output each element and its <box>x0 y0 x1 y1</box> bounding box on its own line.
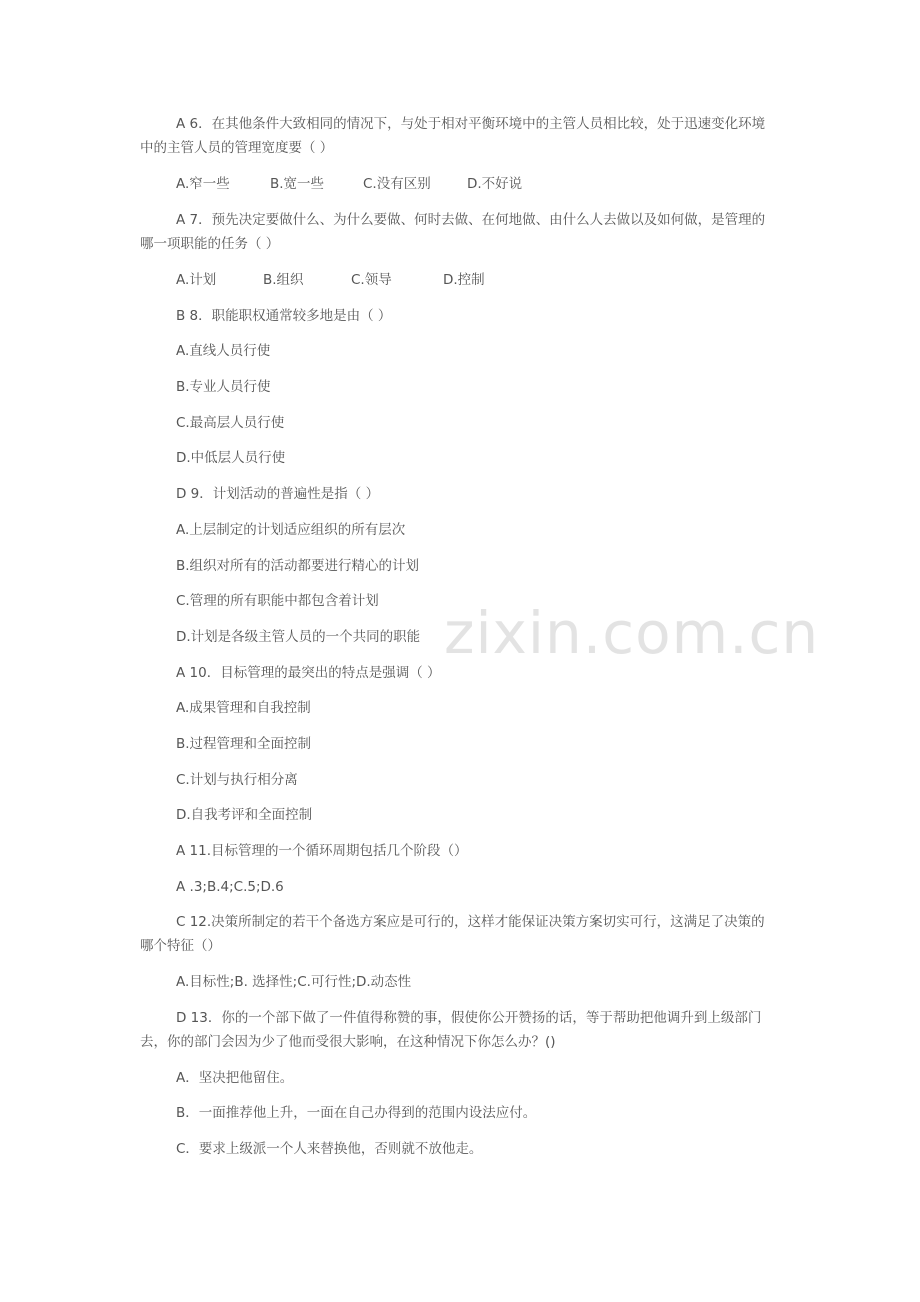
option-b: B.组织 <box>263 272 304 288</box>
option-c: C.领导 <box>351 272 392 288</box>
option-d: D.不好说 <box>467 176 523 192</box>
question-8-option-b: B.专业人员行使 <box>176 379 271 395</box>
option-c: C.没有区别 <box>363 176 431 192</box>
question-7-text: A 7．预先决定要做什么、为什么要做、何时去做、在何地做、由什么人去做以及如何做，是管理的 <box>176 212 766 228</box>
question-10-option-c: C.计划与执行相分离 <box>176 772 298 788</box>
question-9-option-c: C.管理的所有职能中都包含着计划 <box>176 593 379 609</box>
option-d: D.控制 <box>443 272 485 288</box>
question-10-option-b: B.过程管理和全面控制 <box>176 736 312 752</box>
watermark: zixin.com.cn <box>444 599 820 667</box>
question-13-option-c: C．要求上级派一个人来替换他，否则就不放他走。 <box>176 1141 483 1157</box>
option-b: B.宽一些 <box>270 176 325 192</box>
question-10-option-a: A.成果管理和自我控制 <box>176 700 311 716</box>
question-10-text: A 10．目标管理的最突出的特点是强调（ ） <box>176 665 441 681</box>
question-9-text: D 9．计划活动的普遍性是指（ ） <box>176 486 380 502</box>
question-13-option-b: B．一面推荐他上升，一面在自己办得到的范围内设法应付。 <box>176 1105 537 1121</box>
question-10-option-d: D.自我考评和全面控制 <box>176 807 313 823</box>
question-6-text: A 6．在其他条件大致相同的情况下，与处于相对平衡环境中的主管人员相比较，处于迅速变化环境 <box>176 116 766 132</box>
option-a: A.计划 <box>176 272 217 288</box>
question-7-text-continued: 哪一项职能的任务（ ） <box>140 236 280 252</box>
question-6-text-continued: 中的主管人员的管理宽度要（ ） <box>140 140 334 156</box>
question-8-option-d: D.中低层人员行使 <box>176 450 286 466</box>
question-12-text: C 12.决策所制定的若干个备选方案应是可行的，这样才能保证决策方案切实可行，这满足了决策的 <box>176 914 765 930</box>
question-9-option-d: D.计划是各级主管人员的一个共同的职能 <box>176 629 421 645</box>
question-13-text: D 13．你的一个部下做了一件值得称赞的事，假使你公开赞扬的话，等于帮助把他调升到上级部门 <box>176 1010 762 1026</box>
question-12-text-continued: 哪个特征（） <box>140 938 221 954</box>
option-a: A.窄一些 <box>176 176 230 192</box>
question-11-options: A .3;B.4;C.5;D.6 <box>176 879 284 895</box>
question-9-option-a: A.上层制定的计划适应组织的所有层次 <box>176 522 406 538</box>
question-11-text: A 11.目标管理的一个循环周期包括几个阶段（） <box>176 843 468 859</box>
question-8-option-a: A.直线人员行使 <box>176 343 271 359</box>
question-9-option-b: B.组织对所有的活动都要进行精心的计划 <box>176 558 420 574</box>
question-8-text: B 8．职能职权通常较多地是由（ ） <box>176 308 392 324</box>
question-8-option-c: C.最高层人员行使 <box>176 415 285 431</box>
question-13-option-a: A．坚决把他留住。 <box>176 1070 294 1086</box>
question-13-text-continued: 去，你的部门会因为少了他而受很大影响，在这种情况下你怎么办？() <box>140 1034 556 1050</box>
question-12-options: A.目标性;B. 选择性;C.可行性;D.动态性 <box>176 974 412 990</box>
